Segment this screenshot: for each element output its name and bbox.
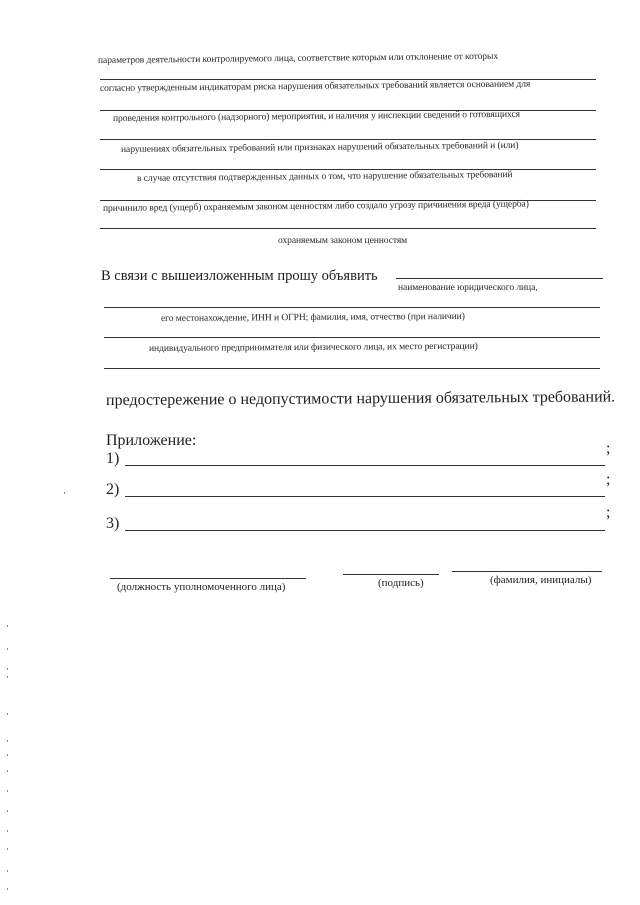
entity-rule-3 bbox=[104, 337, 600, 338]
header-line-3: проведения контрольного (надзорного) мероприятия, и наличия у инспекции сведений о готовящихся bbox=[112, 108, 520, 124]
header-line-2: согласно утвержденным индикаторам риска нарушения обязательных требований является основанием для bbox=[99, 78, 531, 94]
header-line-4: нарушениях обязательных требований или признаках нарушений обязательных требований и (или) bbox=[120, 139, 519, 155]
header-line-7: охраняемым законом ценностям bbox=[278, 235, 408, 246]
entity-caption-2: его местонахождение, ИНН и ОГРН; фамилия, имя, отчество (при наличии) bbox=[160, 310, 465, 324]
entity-rule-2 bbox=[104, 307, 600, 308]
header-line-5: в случае отсутствия подтвержденных данных о том, что нарушение обязательных требований bbox=[136, 169, 513, 184]
entity-name-line bbox=[396, 278, 603, 279]
entity-rule-4 bbox=[104, 368, 600, 369]
signature-line[interactable] bbox=[343, 574, 439, 575]
name-caption: (фамилия, инициалы) bbox=[490, 574, 592, 586]
name-line[interactable] bbox=[452, 571, 602, 572]
attachment-2-semicolon: ; bbox=[606, 471, 611, 488]
header-rule-6 bbox=[100, 228, 596, 229]
entity-caption-1: наименование юридического лица, bbox=[398, 282, 538, 293]
attachment-3-number: 3) bbox=[106, 515, 120, 532]
attachment-2-number: 2) bbox=[106, 481, 120, 498]
attachment-1-semicolon: ; bbox=[606, 440, 611, 457]
request-lead: В связи с вышеизложенным прошу объявить bbox=[101, 268, 378, 284]
attachment-1-number: 1) bbox=[106, 450, 120, 467]
request-conclusion: предостережение о недопустимости нарушения обязательных требований. bbox=[105, 388, 616, 409]
attachments-heading: Приложение: bbox=[106, 432, 197, 449]
header-line-6: причинило вред (ущерб) охраняемым законом ценностям либо создало угрозу причинения вреда (ущерба) bbox=[102, 198, 529, 214]
attachment-3-semicolon: ; bbox=[606, 504, 611, 521]
attachment-1-line[interactable] bbox=[125, 465, 605, 466]
position-line[interactable] bbox=[110, 578, 306, 579]
entity-caption-3: индивидуального предпринимателя или физического лица, их место регистрации) bbox=[148, 340, 478, 354]
attachment-3-line[interactable] bbox=[125, 530, 605, 531]
position-caption: (должность уполномоченного лица) bbox=[117, 581, 286, 593]
header-rule-3 bbox=[100, 139, 596, 140]
signature-caption: (подпись) bbox=[378, 577, 424, 589]
attachment-2-line[interactable] bbox=[125, 496, 605, 497]
header-line-1: параметров деятельности контролируемого лица, соответствие которым или отклонение от которых bbox=[97, 50, 499, 66]
